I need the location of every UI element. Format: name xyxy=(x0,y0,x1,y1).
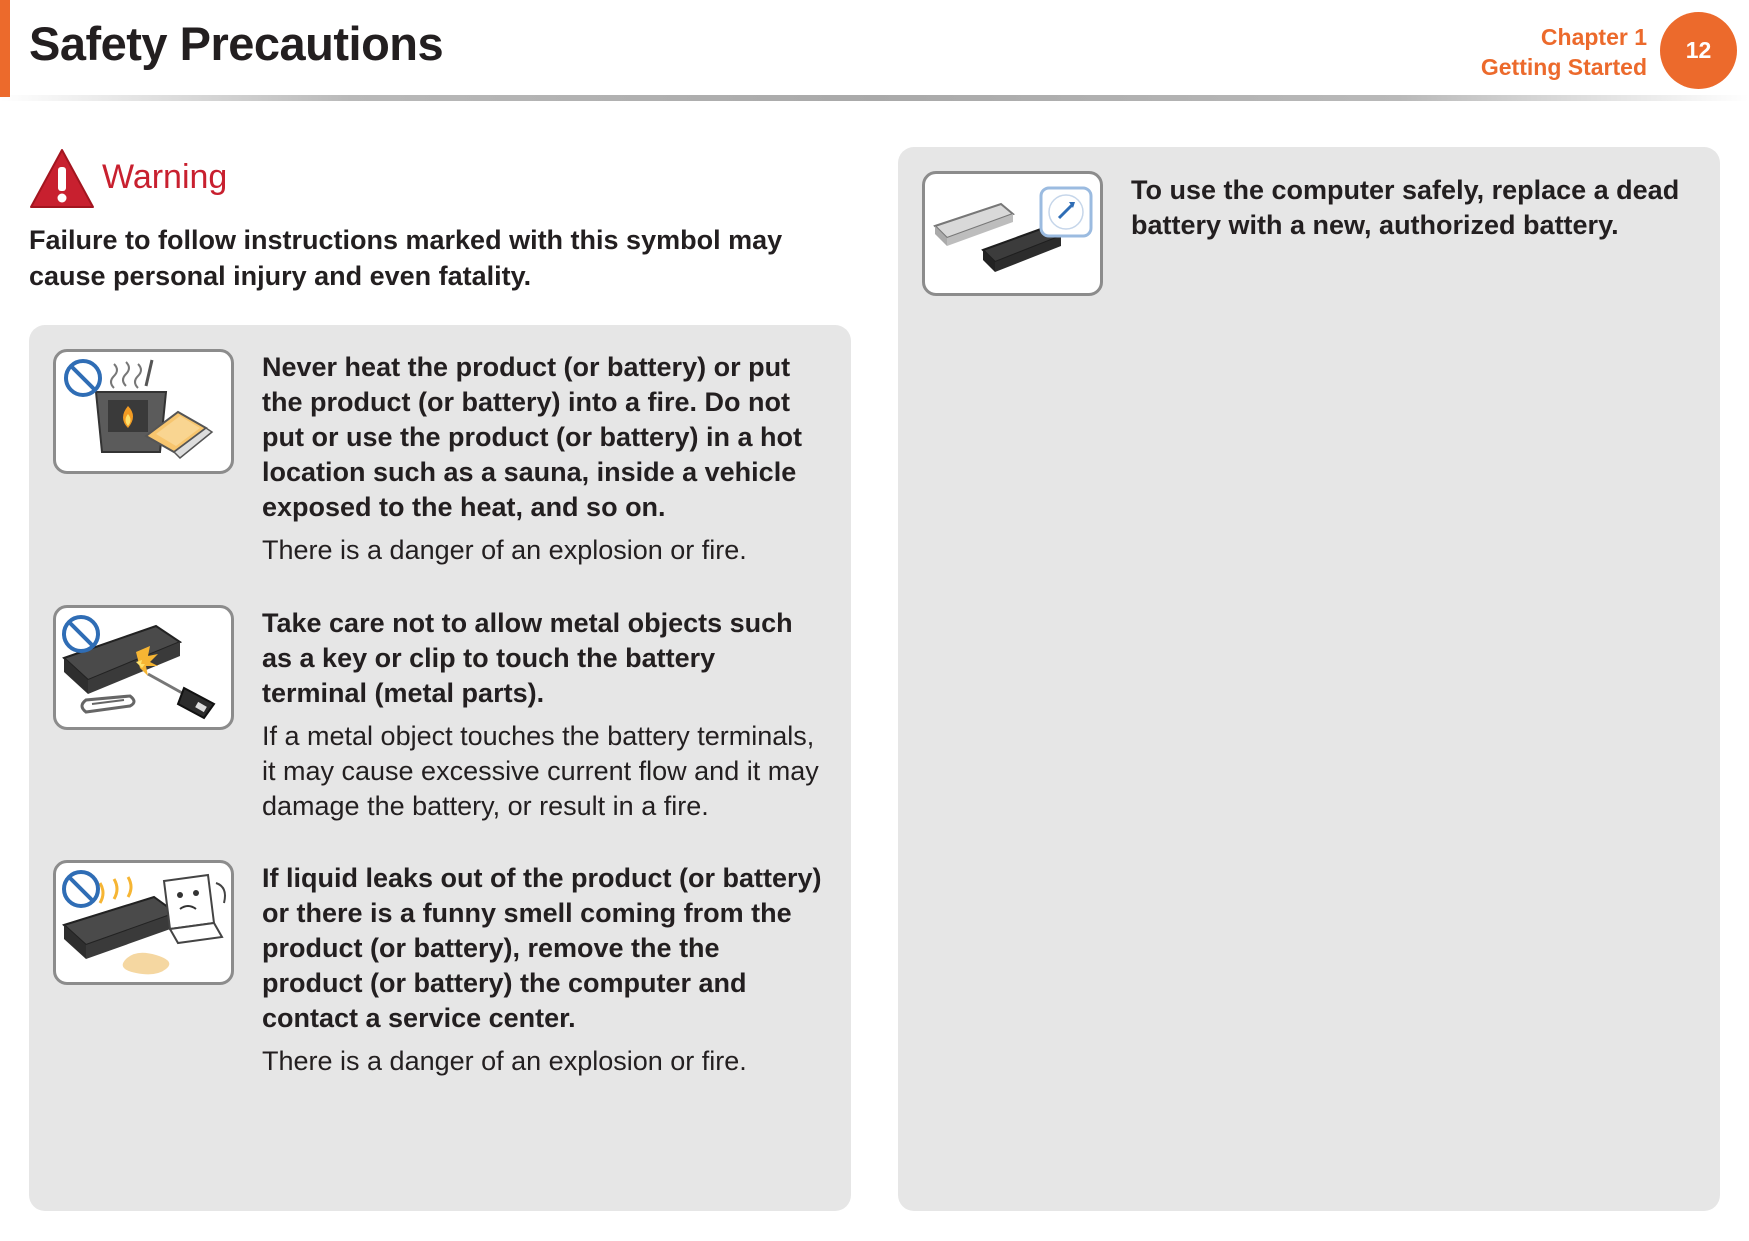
warning-item-leak xyxy=(262,861,827,1079)
item-body: There is a danger of an explosion or fire. xyxy=(262,1046,747,1076)
illustration-metal-terminal xyxy=(53,605,234,730)
section-label: Getting Started xyxy=(1480,54,1647,80)
warning-item-heat xyxy=(262,350,827,568)
header-divider xyxy=(0,95,1749,101)
header-accent-bar xyxy=(0,0,10,97)
warning-label: Warning xyxy=(102,158,228,196)
item-heading: To use the computer safely, replace a dead battery with a new, authorized battery. xyxy=(1131,175,1680,240)
item-heading: If liquid leaks out of the product (or battery) or there is a funny smell coming from the product (or battery), remove the the product (or battery) the computer and contact a service center. xyxy=(262,863,822,1033)
item-heading: Take care not to allow metal objects such as a key or clip to touch the battery terminal (metal parts). xyxy=(262,608,793,708)
page-title: Safety Precautions xyxy=(29,17,444,70)
replace-battery-panel xyxy=(898,147,1720,1211)
illustration-heat-fire xyxy=(53,349,234,474)
page-number-badge: 12 xyxy=(1660,12,1737,89)
chapter-indicator xyxy=(1481,22,1647,82)
warning-item-metal xyxy=(262,606,827,824)
prohibition-icon xyxy=(62,357,104,399)
item-heading: Never heat the product (or battery) or put the product (or battery) into a fire. Do not put or use the product (or battery) in a hot location such as a sauna, inside a vehicle exposed to the heat, and so on. xyxy=(262,352,802,522)
chapter-label: Chapter 1 xyxy=(1540,24,1647,50)
prohibition-icon xyxy=(60,868,102,910)
warning-description: Failure to follow instructions marked with this symbol may cause personal injury and even fatality. xyxy=(29,225,783,291)
warning-triangle-icon xyxy=(29,147,95,210)
warning-item-replace xyxy=(1131,173,1701,243)
prohibition-icon xyxy=(60,613,102,655)
illustration-liquid-leak xyxy=(53,860,234,985)
illustration-replace-battery xyxy=(922,171,1103,296)
item-body: There is a danger of an explosion or fire. xyxy=(262,535,747,565)
item-body: If a metal object touches the battery terminals, it may cause excessive current flow and it may damage the battery, or result in a fire. xyxy=(262,721,819,821)
